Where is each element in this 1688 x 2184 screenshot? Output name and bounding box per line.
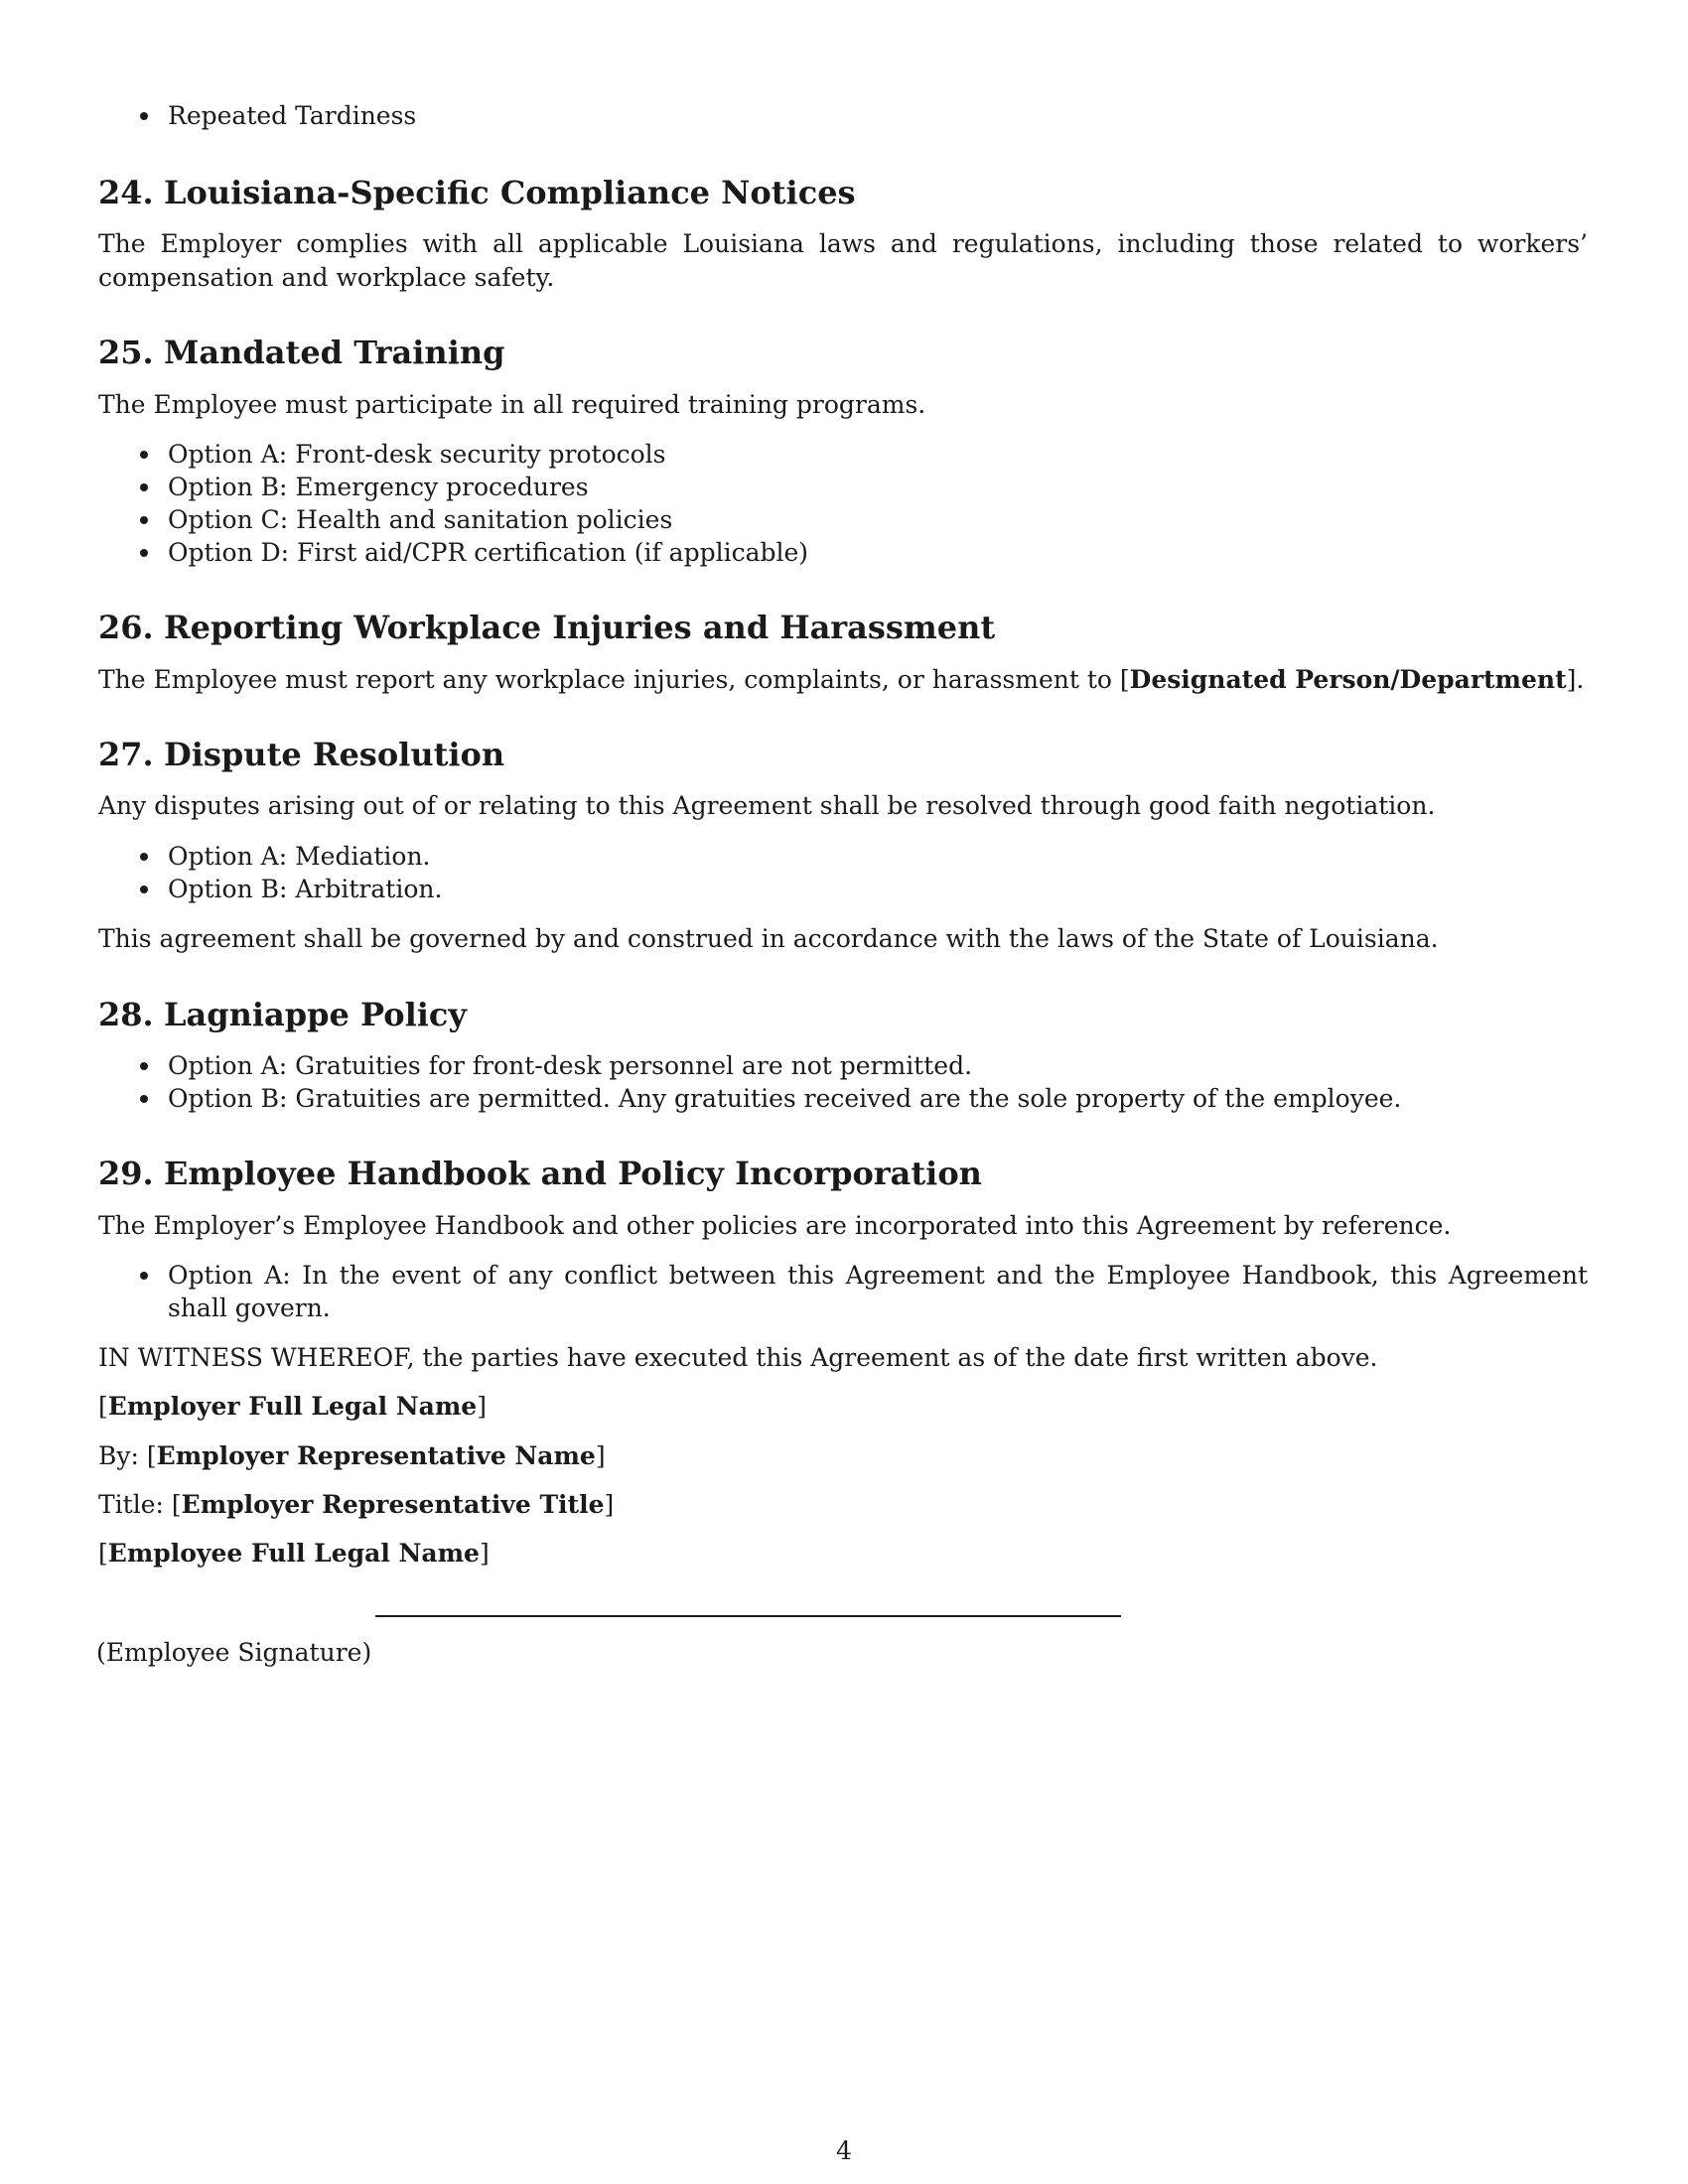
employee-name-placeholder: Employee Full Legal Name [107,1539,480,1568]
rep-title-placeholder: Employer Representative Title [181,1490,605,1519]
signature-caption: (Employee Signature) [96,1638,372,1667]
bracket: ] [604,1490,615,1519]
list-item: Option B: Gratuities are permitted. Any gratuities received are the sole property of the employee. [98,1082,1588,1115]
lagniappe-options-list [98,1049,1588,1115]
by-label: By: [98,1441,147,1470]
rep-name-placeholder: Employer Representative Name [156,1441,596,1470]
section-number: 25. [98,334,154,371]
list-item: Option A: Gratuities for front-desk personnel are not permitted. [98,1049,1588,1082]
section-title: Employee Handbook and Policy Incorporation [164,1155,982,1192]
bracket: [ [98,1539,108,1568]
section-title: Mandated Training [164,334,505,371]
section-24-text: The Employer complies with all applicable Louisiana laws and regulations, including those related to workers’ compensation and workplace safety. [98,229,1588,292]
section-27-heading [98,735,504,774]
continued-list [98,99,1588,132]
section-title: Reporting Workplace Injuries and Harassment [164,609,996,646]
bracket: [ [171,1490,182,1519]
governing-law-text: This agreement shall be governed by and construed in accordance with the laws of the State of Louisiana. [98,924,1439,953]
handbook-options-list [98,1259,1588,1324]
section-title: Lagniappe Policy [164,996,467,1033]
bracket: ] [477,1392,487,1421]
section-number: 26. [98,609,154,646]
designated-person-placeholder: Designated Person/Department [1129,665,1567,694]
list-item: Repeated Tardiness [98,99,1588,132]
list-item: Option A: In the event of any conflict between this Agreement and the Employee Handbook, this Agreement shall govern. [98,1259,1588,1324]
section-26-text [98,663,1588,697]
bracket: ] [479,1539,490,1568]
by-line [98,1439,606,1473]
list-item: Option C: Health and sanitation policies [98,503,1588,536]
witness-statement: IN WITNESS WHEREOF, the parties have executed this Agreement as of the date first written above. [98,1343,1378,1372]
section-number: 29. [98,1155,154,1192]
section-number: 24. [98,174,154,211]
title-line [98,1488,614,1522]
section-27-text: Any disputes arising out of or relating to this Agreement shall be resolved through good faith negotiation. [98,791,1436,820]
list-item: Option B: Emergency procedures [98,471,1588,503]
text-after: ]. [1566,665,1585,694]
employee-name-line [98,1537,490,1570]
training-options-list [98,438,1588,569]
list-item: Option A: Mediation. [98,840,1588,873]
list-item: Option B: Arbitration. [98,873,1588,905]
section-25-heading [98,333,504,372]
employer-name-placeholder: Employer Full Legal Name [107,1392,478,1421]
section-24-heading [98,173,856,212]
title-label: Title: [98,1490,172,1519]
section-number: 28. [98,996,154,1033]
section-28-heading [98,995,467,1034]
section-title: Louisiana-Specific Compliance Notices [164,174,856,211]
section-25-text: The Employee must participate in all required training programs. [98,390,926,419]
employer-name-line [98,1390,487,1424]
section-number: 27. [98,736,154,773]
section-29-heading [98,1154,982,1193]
dispute-options-list [98,840,1588,905]
bracket: [ [98,1392,108,1421]
section-26-heading [98,608,995,647]
page-number: 4 [836,2136,852,2165]
section-29-text: The Employer’s Employee Handbook and other policies are incorporated into this Agreement by reference. [98,1211,1452,1240]
signature-line [375,1615,1121,1617]
list-item: Option D: First aid/CPR certification (if applicable) [98,536,1588,569]
bracket: [ [146,1441,157,1470]
list-item: Option A: Front-desk security protocols [98,438,1588,471]
bracket: ] [595,1441,606,1470]
section-title: Dispute Resolution [164,736,505,773]
text-before: The Employee must report any workplace injuries, complaints, or harassment to [ [98,665,1130,694]
